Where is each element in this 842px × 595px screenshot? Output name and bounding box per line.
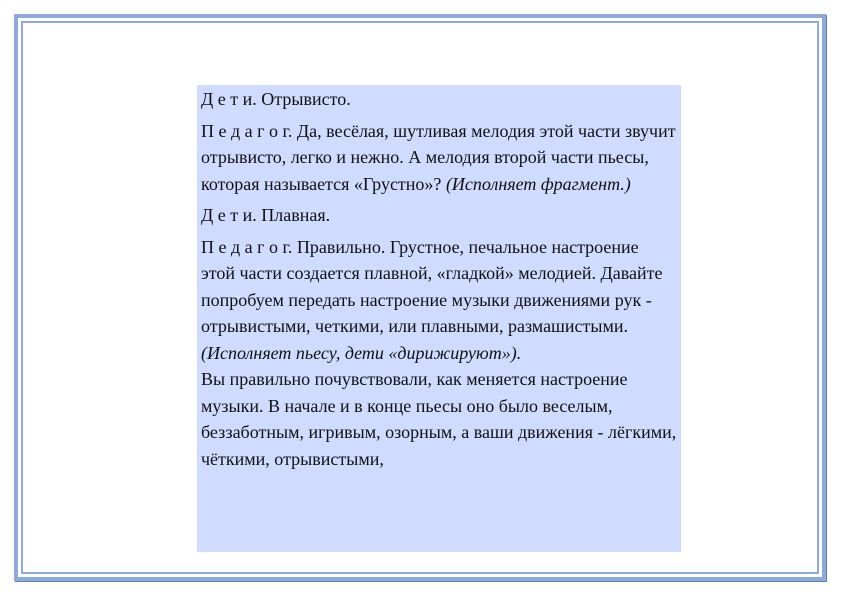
speaker-label: Д е т и. — [201, 89, 257, 109]
utterance: Плавная. — [261, 205, 331, 225]
paragraph-children-2 — [201, 202, 677, 229]
stage-direction: (Исполняет фрагмент.) — [445, 173, 631, 194]
paragraph-teacher-2 — [201, 234, 677, 367]
utterance: Отрывисто. — [261, 89, 351, 109]
paragraph-children-1 — [201, 86, 677, 113]
utterance: Да, весёлая, шутливая мелодия этой части звучит отрывисто, легко и нежно. А мелодия второй части пьесы, которая называется «Грустно»? — [201, 120, 676, 194]
speaker-label: Д е т и. — [201, 205, 257, 225]
utterance: Вы правильно почувствовали, как меняется настроение музыки. В начале и в конце пьесы оно было веселым, беззаботным, игривым, озорным, а ваши движения - лёгкими, чёткими, отрывистыми, — [201, 369, 677, 469]
paragraph-teacher-1 — [201, 118, 677, 198]
speaker-label: П е д а г о г. — [201, 120, 293, 141]
paragraph-teacher-3 — [201, 366, 677, 472]
speaker-label: П е д а г о г. — [201, 236, 293, 257]
utterance: Правильно. Грустное, печальное настроение этой части создается плавной, «гладкой» мелодией. Давайте попробуем передать настроение музыки движениями рук - отрывистыми, четкими, или плавными, размашистыми. — [201, 236, 663, 336]
stage-direction: (Исполняет пьесу, дети «дирижируют»). — [201, 342, 522, 363]
text-block — [197, 85, 681, 552]
